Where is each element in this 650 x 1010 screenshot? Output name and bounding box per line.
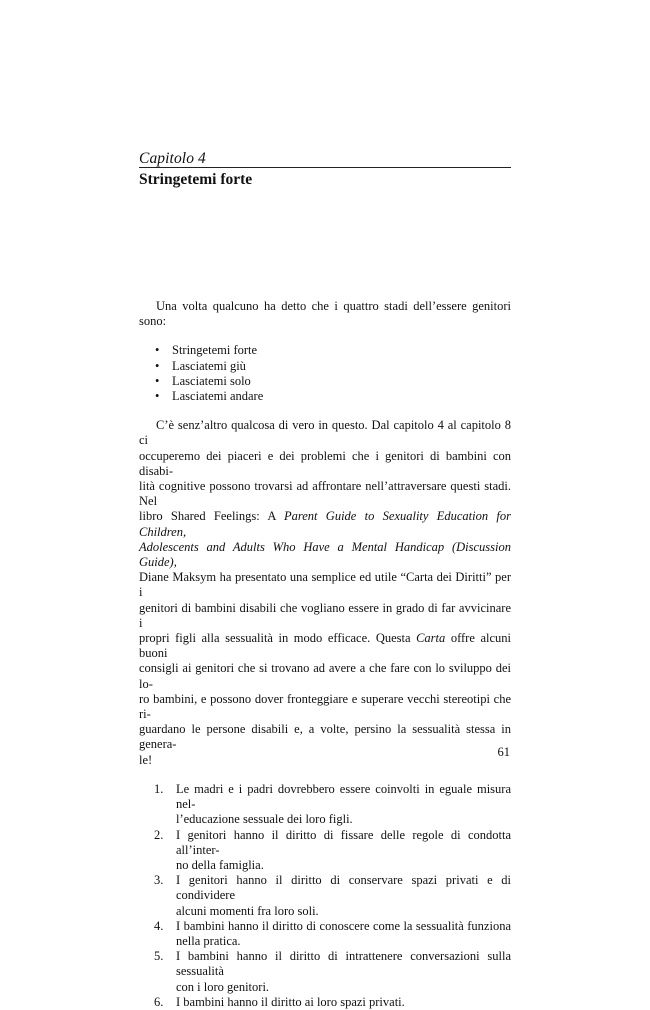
paragraph-line: Adolescents and Adults Who Have a Mental Handicap (Discussion Guide),	[139, 539, 511, 570]
paragraph-line: le!	[139, 752, 153, 767]
list-item: 6. I bambini hanno il diritto ai loro spazi privati.	[154, 994, 405, 1009]
chapter-label: Capitolo 4	[139, 150, 206, 167]
paragraph-line: guardano le persone disabili e, a volte, persino la sessualità stessa in genera-	[139, 722, 511, 752]
chapter-rule	[139, 167, 511, 168]
list-item: 5. I bambini hanno il diritto di intrattenere conversazioni sulla sessualità con i loro genitori.	[154, 949, 511, 994]
item-number: 4.	[154, 918, 164, 933]
body-text	[139, 299, 511, 1010]
main-paragraph	[139, 418, 511, 768]
list-item: 2. I genitori hanno il diritto di fissare delle regole di condotta all’inter- no della famiglia.	[154, 827, 511, 872]
bullet-icon: •	[155, 373, 160, 388]
rights-list	[139, 782, 511, 1010]
list-item: 3. I genitori hanno il diritto di conservare spazi privati e di condividere alcuni momenti fra loro soli.	[154, 873, 511, 918]
list-item: • Lasciatemi andare	[155, 389, 264, 404]
list-item: 4. I bambini hanno il diritto di conoscere come la sessualità funziona nella pratica.	[154, 918, 511, 948]
paragraph-line: Diane Maksym ha presentato una semplice ed utile “Carta dei Diritti” per i	[139, 570, 511, 600]
item-number: 2.	[154, 827, 164, 842]
list-item: 1. Le madri e i padri dovrebbero essere coinvolti in eguale misura nel- l’educazione sessuale dei loro figli.	[154, 781, 511, 827]
list-item: • Lasciatemi solo	[155, 373, 251, 388]
item-number: 6.	[154, 994, 164, 1009]
stages-list	[139, 343, 511, 404]
list-item: • Stringetemi forte	[155, 343, 258, 358]
item-number: 3.	[154, 873, 164, 888]
page-number: 61	[497, 745, 510, 759]
chapter-title: Stringetemi forte	[139, 171, 253, 188]
paragraph-line: libro Shared Feelings: A Parent Guide to Sexuality Education for Children,	[139, 509, 511, 539]
paragraph-line: lità cognitive possono trovarsi ad affrontare nell’attraversare questi stadi. Nel	[139, 479, 511, 509]
paragraph-line: propri figli alla sessualità in modo efficace. Questa Carta offre alcuni buoni	[139, 631, 511, 661]
paragraph-line: ro bambini, e possono dover fronteggiare e superare vecchi stereotipi che ri-	[139, 691, 511, 722]
bullet-icon: •	[155, 389, 160, 404]
paragraph-line: occuperemo dei piaceri e dei problemi che i genitori di bambini con disabi-	[139, 448, 511, 478]
bullet-icon: •	[155, 343, 160, 358]
intro-paragraph: Una volta qualcuno ha detto che i quattro stadi dell’essere genitori sono:	[139, 299, 511, 329]
paragraph-line: genitori di bambini disabili che vogliano essere in grado di far avvicinare i	[139, 600, 511, 630]
list-item: • Lasciatemi giù	[155, 358, 246, 373]
bullet-icon: •	[155, 358, 160, 373]
paragraph-line: consigli ai genitori che si trovano ad avere a che fare con lo sviluppo dei lo-	[139, 661, 511, 691]
item-number: 5.	[154, 949, 164, 964]
item-number: 1.	[154, 781, 164, 796]
paragraph-line: C’è senz’altro qualcosa di vero in questo. Dal capitolo 4 al capitolo 8 ci	[139, 418, 511, 448]
